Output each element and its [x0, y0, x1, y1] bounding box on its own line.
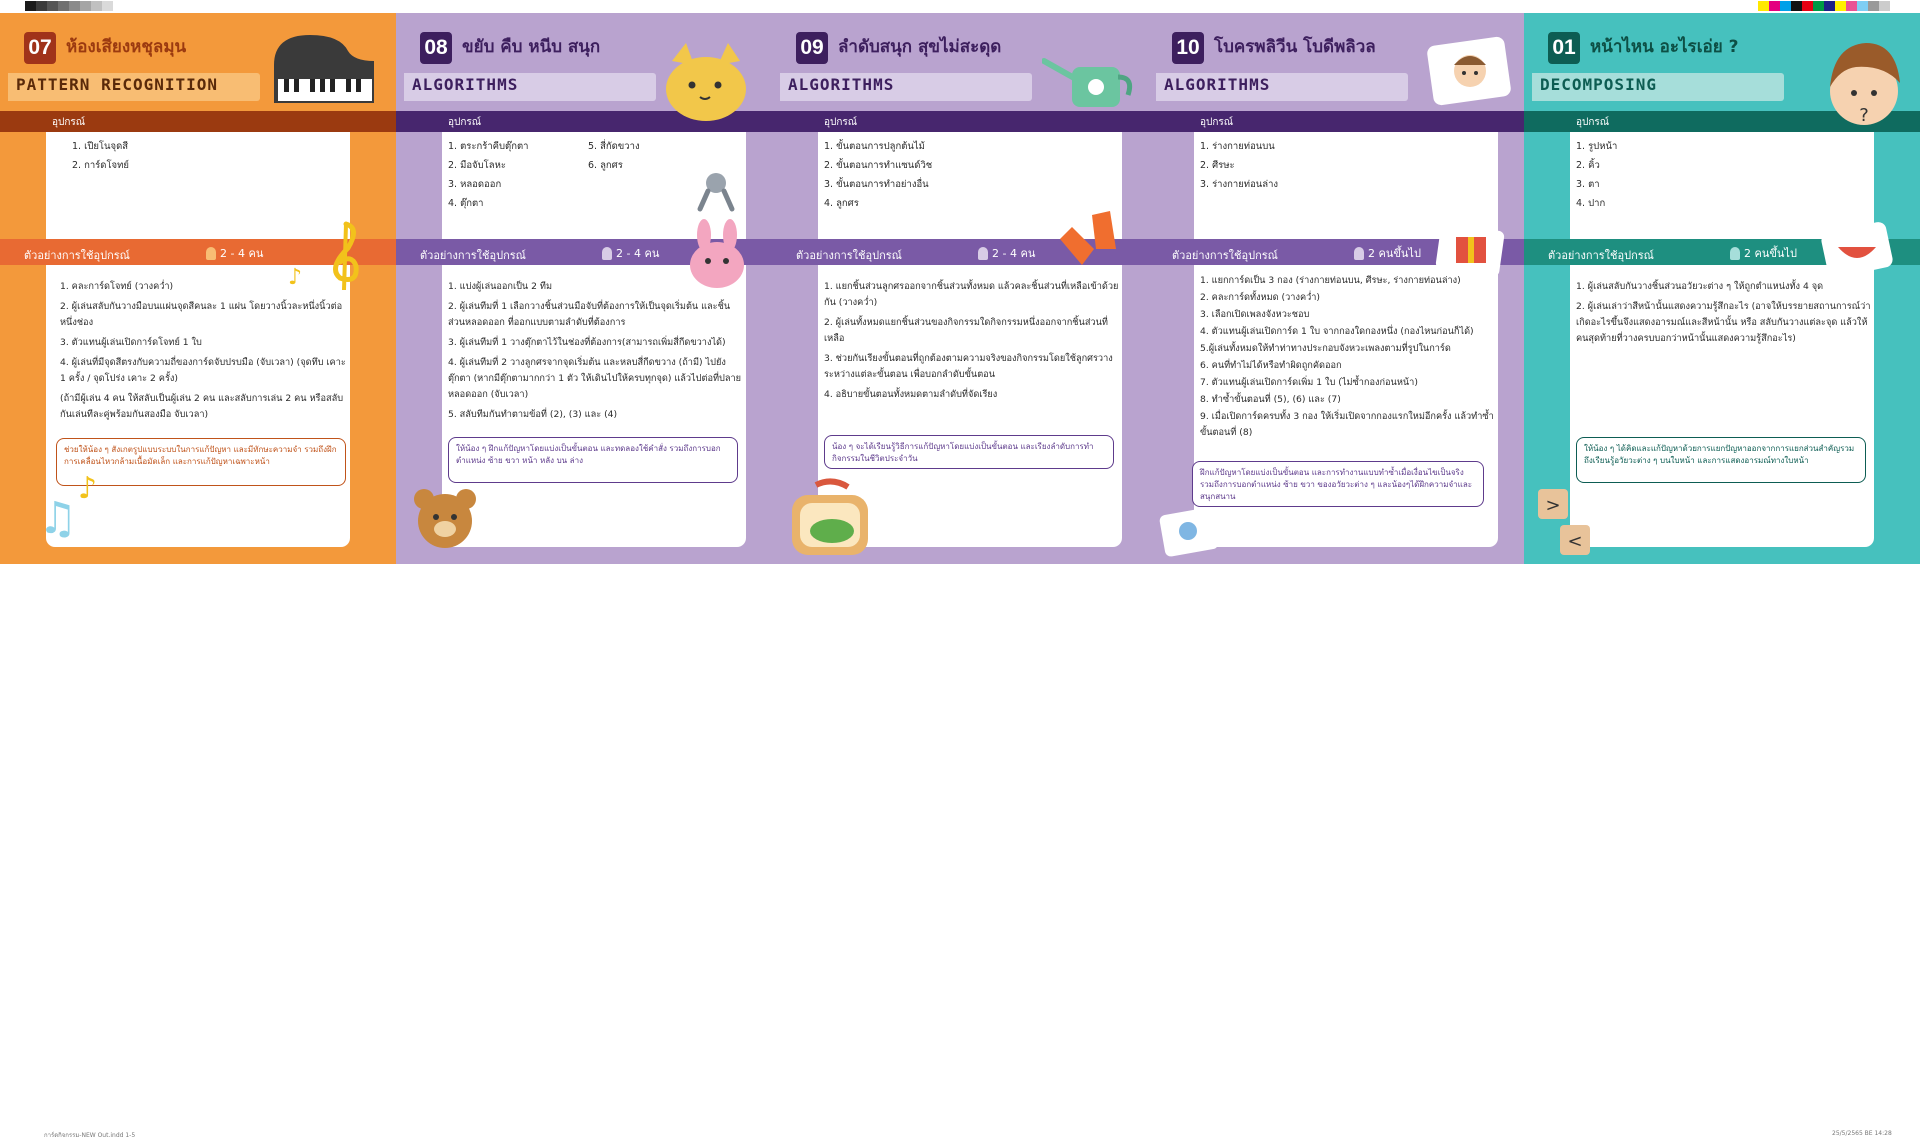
person-icon: [1730, 247, 1740, 260]
svg-text:<: <: [1567, 531, 1583, 552]
bear-icon: [412, 485, 478, 551]
card-title: โบครพลิวีน โบดีพลิวล: [1214, 37, 1376, 57]
person-icon: [1354, 247, 1364, 260]
person-icon: [978, 247, 988, 260]
step: 5. สลับทีมกันทำตามข้อที่ (2), (3) และ (4): [448, 409, 618, 420]
list-item: 1. รูปหน้า: [1576, 141, 1618, 152]
equipment-list-col2: [588, 137, 640, 175]
list-item: 2. ศีรษะ: [1200, 160, 1235, 171]
step: 4. ผู้เล่นทีมที่ 2 วางลูกศรจากจุดเริ่มต้น และหลบสี่กีดขวาง (ถ้ามี) ไปยังตุ๊กตา (หากมีตุ๊กตามากกว่า 1 ตัว ให้เดินไปให้ครบทุกจุด) แล้วไปต่อที่ปลายหลอดออก (จับเวลา): [448, 357, 742, 400]
step: 3. ผู้เล่นทีมที่ 1 วางตุ๊กตาไว้ในช่องที่ต้องการ(สามารถเพิ่มสี่กีดขวางได้): [448, 337, 726, 348]
step: 3. ช่วยกันเรียงขั้นตอนที่ถูกต้องตามความจริงของกิจกรรมโดยใช้ลูกศรวางระหว่างแต่ละขั้นตอน เพื่อบอกลำดับขั้นตอน: [824, 353, 1113, 380]
player-count: [206, 244, 263, 262]
list-item: 1. ตระกร้าคีบตุ๊กตา: [448, 141, 529, 152]
cat-icon: [658, 41, 754, 125]
steps-list: [448, 279, 744, 427]
mouth-card-icon: [1820, 221, 1894, 279]
brackets-icon: [1532, 483, 1602, 563]
step: 1. แบ่งผู้เล่นออกเป็น 2 ทีม: [448, 281, 553, 292]
list-item: 5. สี่กัดขวาง: [588, 141, 640, 152]
equipment-heading: อุปกรณ์: [1200, 117, 1234, 128]
step: 3. ตัวแทนผู้เล่นเปิดการ์ดโจทย์ 1 ใบ: [60, 337, 202, 348]
equipment-heading: อุปกรณ์: [1576, 117, 1610, 128]
breakfast-icon: [786, 475, 878, 561]
card-number: 10: [1172, 32, 1204, 64]
list-item: 3. ขั้นตอนการทำอย่างอื่น: [824, 179, 929, 190]
step: 4. อธิบายขั้นตอนทั้งหมดตามลำดับที่จัดเรียง: [824, 389, 998, 400]
card-title: ขยับ คืบ หนีบ สนุก: [462, 37, 601, 57]
equipment-heading: อุปกรณ์: [824, 117, 858, 128]
equipment-heading: อุปกรณ์: [448, 117, 482, 128]
step: 1. คละการ์ดโจทย์ (วางคว่ำ): [60, 281, 174, 292]
claw-icon: [696, 169, 736, 215]
player-count: [978, 244, 1035, 262]
music-note-icon: ♪: [78, 471, 98, 506]
list-item: 1. เปียโนจุดสี: [72, 141, 129, 152]
music-note-icon: ♪: [288, 265, 303, 290]
equipment-list: [448, 137, 528, 213]
boy-face-icon: [1820, 35, 1902, 131]
card-title: ห้องเสียงหชุลมุน: [66, 37, 187, 57]
category-label: ALGORITHMS: [788, 75, 895, 94]
print-registration-strip: [0, 0, 1920, 13]
gift-card-icon: [1430, 219, 1510, 281]
svg-text:>: >: [1545, 495, 1561, 516]
equipment-list: [1200, 137, 1278, 194]
learning-note: ให้น้อง ๆ ฝึกแก้ปัญหาโดยแบ่งเป็นขั้นตอน และทดลองใช้คำสั่ง รวมถึงการบอกตำแหน่ง ซ้าย ขวา หน้า หลัง บน ล่าง: [448, 437, 738, 483]
usage-heading: ตัวอย่างการใช้อุปกรณ์: [1172, 249, 1278, 262]
steps-list: [60, 279, 350, 427]
list-item: 4. ตุ๊กตา: [448, 198, 484, 209]
list-item: 1. ขั้นตอนการปลูกต้นไม้: [824, 141, 925, 152]
usage-heading: ตัวอย่างการใช้อุปกรณ์: [420, 249, 526, 262]
list-item: 2. มือจับโลหะ: [448, 160, 506, 171]
watering-can-icon: [1042, 43, 1134, 113]
piano-icon: [270, 33, 378, 105]
list-item: 3. หลอดออก: [448, 179, 502, 190]
category-label: PATTERN RECOGNITION: [16, 75, 219, 94]
learning-note: ช่วยให้น้อง ๆ สังเกตรูปแบบระบบในการแก้ปัญหา และมีทักษะความจำ รวมถึงฝึกการเคลื่อนไหวกล้ามเนื้อมัดเล็ก และการแก้ปัญหาเฉพาะหน้า: [56, 438, 346, 486]
player-count-text: 2 - 4 คน: [220, 247, 264, 260]
print-footer: [0, 564, 1920, 1139]
card-number: 07: [24, 32, 56, 64]
card-icon: [1158, 507, 1220, 559]
gloves-icon: [1052, 209, 1128, 285]
steps-list: [1576, 279, 1872, 351]
music-notes-icon: ♫: [38, 493, 78, 544]
grayscale-swatches: [25, 1, 113, 11]
list-item: 1. ร่างกายท่อนบน: [1200, 141, 1275, 152]
list-item: 2. ขั้นตอนการทำแซนด์วิช: [824, 160, 933, 171]
learning-note: ให้น้อง ๆ ได้คิดและแก้ปัญหาด้วยการแยกปัญหาออกจากการแยกส่วนสำคัญรวมถึงเรียนรู้อวัยวะต่าง ๆ บนใบหน้า และการแสดงอารมณ์ทางใบหน้า: [1576, 437, 1866, 483]
step: 2. ผู้เล่นเล่าว่าสีหน้านั้นแสดงความรู้สึกอะไร (อาจให้บรรยายสถานการณ์ว่าเกิดอะไรขึ้นจึงแสดงอารมณ์และสีหน้านั้น หรือ สลับกันวางแต่ละจุด แล้วให้คนสุดท้ายที่วางครบบอกว่าหน้านั้นแสดงความรู้สึกอะไร): [1576, 301, 1871, 344]
footer-timestamp: 25/5/2565 BE 14:28: [1832, 1130, 1892, 1137]
activity-panel-08: [396, 13, 772, 564]
usage-heading: ตัวอย่างการใช้อุปกรณ์: [796, 249, 902, 262]
activity-panel-01: [1524, 13, 1920, 564]
step: 3. เลือกเปิดเพลงจังหวะชอบ: [1200, 309, 1310, 320]
svg-text:?: ?: [1859, 105, 1869, 126]
player-count-text: 2 - 4 คน: [992, 247, 1036, 260]
step: 2. ผู้เล่นทีมที่ 1 เลือกวางชิ้นส่วนมือจับที่ต้องการให้เป็นจุดเริ่มต้น และชิ้นส่วนหลอดออก ที่ออกแบบตามลำดับที่ต้องการ: [448, 301, 731, 328]
boy-card-icon: [1424, 35, 1514, 107]
steps-list: [824, 279, 1120, 407]
list-item: 2. การ์ดโจทย์: [72, 160, 129, 171]
step: 2. ผู้เล่นสลับกันวางมือบนแผ่นจุดสีคนละ 1 แผ่น โดยวางนิ้วละหนึ่งนิ้วต่อหนึ่งช่อง: [60, 301, 343, 328]
step: 5.ผู้เล่นทั้งหมดให้ทำท่าทางประกอบจังหวะเพลงตามที่รูปในการ์ด: [1200, 343, 1451, 354]
step: 2. คละการ์ดทั้งหมด (วางคว่ำ): [1200, 292, 1320, 303]
step: 7. ตัวแทนผู้เล่นเปิดการ์ดเพิ่ม 1 ใบ (ไม่ซ้ำกองก่อนหน้า): [1200, 377, 1418, 388]
usage-heading: ตัวอย่างการใช้อุปกรณ์: [24, 249, 130, 262]
activity-panel-10: [1148, 13, 1524, 564]
bunny-icon: [686, 219, 748, 291]
card-title: ลำดับสนุก สุขไม่สะดุด: [838, 37, 1002, 57]
player-count: [602, 244, 659, 262]
step: 1. แยกการ์ดเป็น 3 กอง (ร่างกายท่อนบน, ศีรษะ, ร่างกายท่อนล่าง): [1200, 275, 1461, 286]
learning-note: น้อง ๆ จะได้เรียนรู้วิธีการแก้ปัญหาโดยแบ่งเป็นขั้นตอน และเรียงลำดับการทำกิจกรรมในชีวิตประจำวัน: [824, 435, 1114, 469]
category-label: DECOMPOSING: [1540, 75, 1657, 94]
card-title: หน้าไหน อะไรเอ่ย ?: [1590, 37, 1739, 57]
step: 4. ตัวแทนผู้เล่นเปิดการ์ด 1 ใบ จากกองใดกองหนึ่ง (กองไหนก่อนก็ได้): [1200, 326, 1474, 337]
step: 8. ทำซ้ำขั้นตอนที่ (5), (6) และ (7): [1200, 394, 1341, 405]
footer-file-label: การ์ดกิจกรรม-NEW Out.indd 1-5: [44, 1132, 136, 1139]
equipment-list: [1576, 137, 1617, 213]
step: 1. ผู้เล่นสลับกันวางชิ้นส่วนอวัยวะต่าง ๆ ให้ถูกตำแหน่งทั้ง 4 จุด: [1576, 281, 1824, 292]
treble-clef-icon: [318, 218, 368, 292]
color-swatches: [1758, 1, 1890, 11]
usage-heading: ตัวอย่างการใช้อุปกรณ์: [1548, 249, 1654, 262]
step: 6. คนที่ทำไม่ได้หรือทำผิดถูกคัดออก: [1200, 360, 1342, 371]
player-count-text: 2 คนขึ้นไป: [1368, 247, 1421, 260]
player-count-text: 2 - 4 คน: [616, 247, 660, 260]
player-count: [1730, 244, 1797, 262]
player-count: [1354, 244, 1421, 262]
player-count-text: 2 คนขึ้นไป: [1744, 247, 1797, 260]
list-item: 3. ร่างกายท่อนล่าง: [1200, 179, 1279, 190]
category-label: ALGORITHMS: [412, 75, 519, 94]
equipment-heading: อุปกรณ์: [52, 117, 86, 128]
list-item: 3. ตา: [1576, 179, 1600, 190]
card-number: 08: [420, 32, 452, 64]
card-number: 01: [1548, 32, 1580, 64]
equipment-list: [824, 137, 932, 213]
card-number: 09: [796, 32, 828, 64]
steps-list: [1200, 273, 1500, 442]
list-item: 6. ลูกศร: [588, 160, 623, 171]
activity-panel-09: [772, 13, 1148, 564]
step: 1. แยกชิ้นส่วนลูกศรออกจากชิ้นส่วนทั้งหมด แล้วคละชิ้นส่วนที่เหลือเข้าด้วยกัน (วางคว่ำ): [824, 281, 1119, 308]
step: 2. ผู้เล่นทั้งหมดแยกชิ้นส่วนของกิจกรรมใดกิจกรรมหนึ่งออกจากชิ้นส่วนที่เหลือ: [824, 317, 1108, 344]
step: 4. ผู้เล่นที่มีจุดสีตรงกับความถี่ของการ์ดจับปรบมือ (จับเวลา) (จุดทึบ เคาะ 1 ครั้ง / จุดโปร่ง เคาะ 2 ครั้ง): [60, 357, 346, 384]
activity-panel-07: [0, 13, 396, 564]
list-item: 4. ปาก: [1576, 198, 1606, 209]
person-icon: [206, 247, 216, 260]
person-icon: [602, 247, 612, 260]
step: (ถ้ามีผู้เล่น 4 คน ให้สลับเป็นผู้เล่น 2 คน และสลับการเล่น 2 คน หรือสลับกันเล่นทีละคู่พร้อมกันสองมือ จับเวลา): [60, 393, 344, 420]
list-item: 2. คิ้ว: [1576, 160, 1600, 171]
equipment-list: [72, 137, 129, 175]
step: 9. เมื่อเปิดการ์ดครบทั้ง 3 กอง ให้เริ่มเปิดจากกองแรกใหม่อีกครั้ง แล้วทำซ้ำขั้นตอนที่ (8): [1200, 411, 1494, 438]
list-item: 4. ลูกศร: [824, 198, 859, 209]
learning-note: ฝึกแก้ปัญหาโดยแบ่งเป็นขั้นตอน และการทำงานแบบทำซ้ำเมื่อเงื่อนไขเป็นจริง รวมถึงการบอกตำแหน่ง ซ้าย ขวา ของอวัยวะต่าง ๆ และน้องๆได้ฝึกความจำและสนุกสนาน: [1192, 461, 1484, 507]
category-label: ALGORITHMS: [1164, 75, 1271, 94]
